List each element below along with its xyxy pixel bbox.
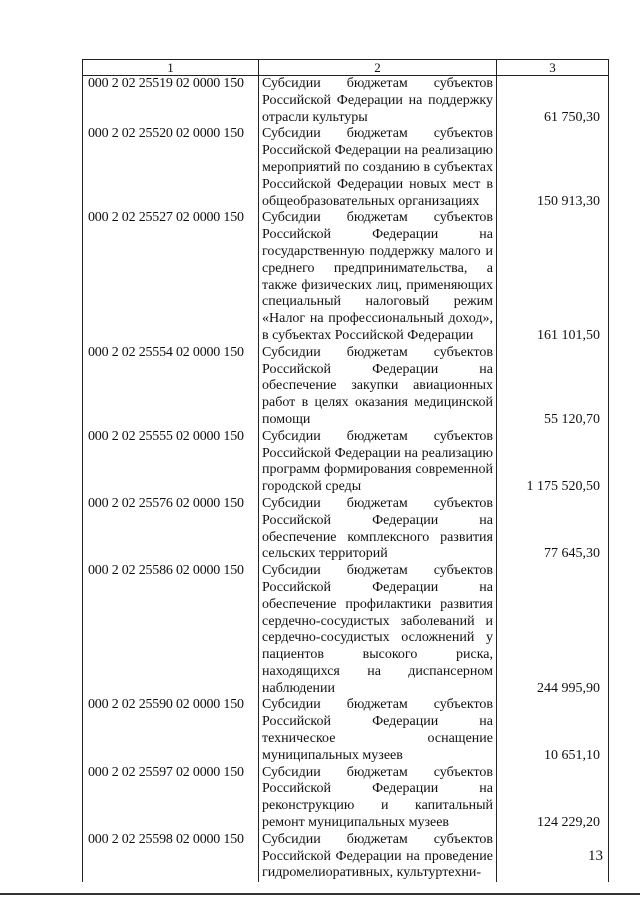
subsidy-description: Субсидии бюджетам субъектов Российской Федерации на реализацию мероприятий по созданию в субъектах Российской Федерации новых мест в общеобразовательных организациях	[259, 126, 497, 210]
subsidy-amount: 1 175 520,50	[497, 429, 609, 496]
budget-code: 000 2 02 25598 02 0000 150	[83, 832, 259, 882]
subsidy-description: Субсидии бюджетам субъектов Российской Федерации на техническое оснащение муниципальных музеев	[259, 697, 497, 764]
subsidy-amount: 10 651,10	[497, 697, 609, 764]
budget-code: 000 2 02 25554 02 0000 150	[83, 345, 259, 429]
budget-code: 000 2 02 25520 02 0000 150	[83, 126, 259, 210]
subsidy-amount: 61 750,30	[497, 76, 609, 127]
subsidy-description: Субсидии бюджетам субъектов Российской Федерации на обеспечение комплексного развития сельских территорий	[259, 496, 497, 563]
budget-table	[82, 59, 609, 882]
scan-bottom-edge	[0, 893, 640, 895]
table-row	[83, 126, 609, 210]
budget-code: 000 2 02 25519 02 0000 150	[83, 76, 259, 127]
budget-code: 000 2 02 25527 02 0000 150	[83, 210, 259, 344]
budget-code: 000 2 02 25576 02 0000 150	[83, 496, 259, 563]
table-row	[83, 496, 609, 563]
budget-code: 000 2 02 25597 02 0000 150	[83, 765, 259, 832]
column-header: 2	[259, 60, 497, 76]
subsidy-description: Субсидии бюджетам субъектов Российской Федерации на поддержку отрасли культуры	[259, 76, 497, 127]
table-row	[83, 563, 609, 697]
subsidy-amount: 124 229,20	[497, 765, 609, 832]
subsidy-description: Субсидии бюджетам субъектов Российской Федерации на обеспечение профилактики развития сердечно-сосудистых заболеваний и сердечно-сосудистых осложнений у пациентов высокого риска, находящихся на диспансерном наблюдении	[259, 563, 497, 697]
subsidy-amount: 244 995,90	[497, 563, 609, 697]
table-row	[83, 697, 609, 764]
table-row	[83, 832, 609, 882]
header-row	[83, 60, 609, 76]
budget-code: 000 2 02 25586 02 0000 150	[83, 563, 259, 697]
subsidy-amount: 161 101,50	[497, 210, 609, 344]
table-row	[83, 429, 609, 496]
subsidy-amount: 55 120,70	[497, 345, 609, 429]
subsidy-amount: 77 645,30	[497, 496, 609, 563]
budget-code: 000 2 02 25590 02 0000 150	[83, 697, 259, 764]
table-row	[83, 210, 609, 344]
column-header: 3	[497, 60, 609, 76]
budget-code: 000 2 02 25555 02 0000 150	[83, 429, 259, 496]
subsidy-description: Субсидии бюджетам субъектов Российской Федерации на проведение гидромелиоративных, культуртехни-	[259, 832, 497, 882]
subsidy-description: Субсидии бюджетам субъектов Российской Федерации на государственную поддержку малого и среднего предпринимательства, а также физических лиц, применяющих специальный налоговый режим «Налог на профессиональный доход», в субъектах Российской Федерации	[259, 210, 497, 344]
table-row	[83, 76, 609, 127]
subsidy-description: Субсидии бюджетам субъектов Российской Федерации на реализацию программ формирования современной городской среды	[259, 429, 497, 496]
subsidy-description: Субсидии бюджетам субъектов Российской Федерации на реконструкцию и капитальный ремонт муниципальных музеев	[259, 765, 497, 832]
column-header: 1	[83, 60, 259, 76]
table-row	[83, 765, 609, 832]
subsidy-amount: 150 913,30	[497, 126, 609, 210]
page-number: 13	[588, 848, 603, 864]
table-row	[83, 345, 609, 429]
subsidy-description: Субсидии бюджетам субъектов Российской Федерации на обеспечение закупки авиационных работ в целях оказания медицинской помощи	[259, 345, 497, 429]
